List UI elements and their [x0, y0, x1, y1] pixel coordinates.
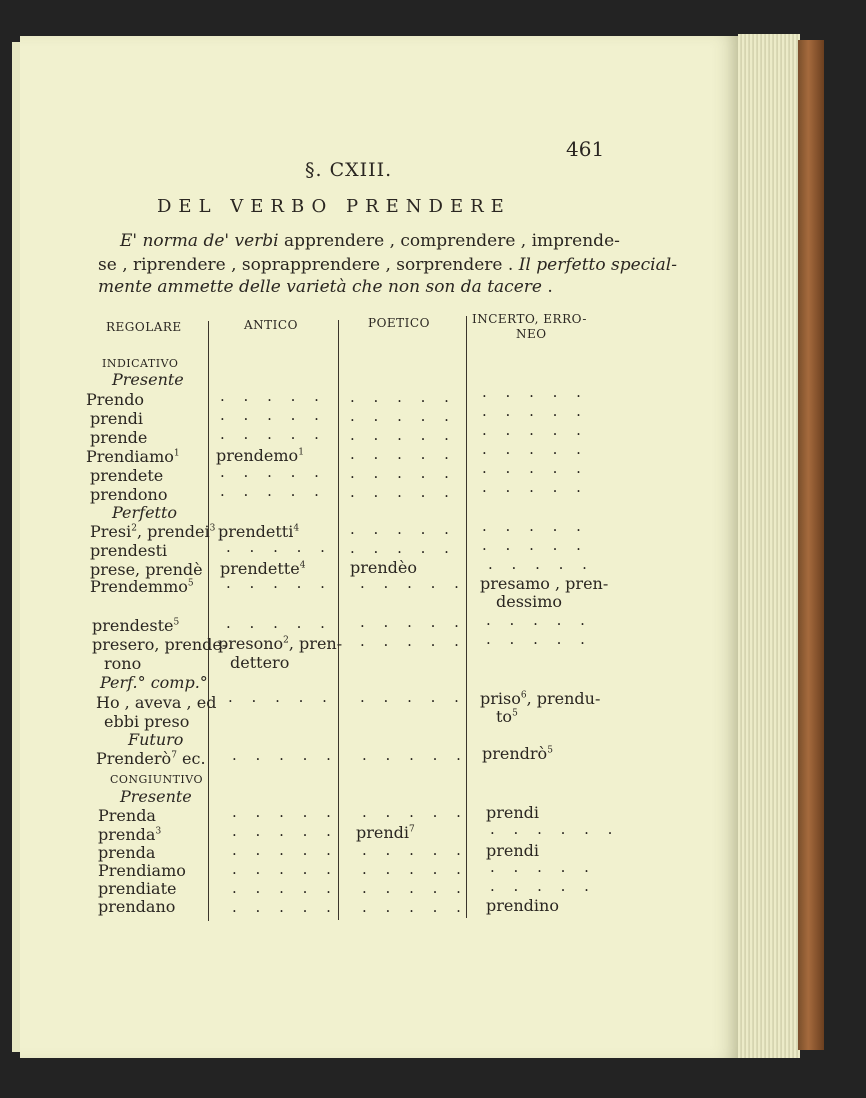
column-rule-1: [208, 321, 209, 921]
form-ebbi-preso: ebbi preso: [104, 712, 190, 731]
tense-presente: Presente: [112, 370, 184, 389]
dots: . . . . .: [220, 406, 326, 424]
antico-prendettero: dettero: [230, 653, 290, 672]
form-prendono: prendono: [90, 485, 168, 504]
book-cover-edge: [798, 40, 824, 1050]
dots: . . . . .: [482, 478, 588, 496]
form-prendiate: prendiate: [98, 879, 177, 898]
dots: . . . . . .: [490, 820, 620, 838]
dots: . . . . .: [220, 425, 326, 443]
form-presi: Presi$^2$, prendei$^3$: [90, 522, 216, 541]
dots: . . . . .: [482, 459, 588, 477]
dots: . . . . .: [226, 538, 332, 556]
form-prendiamo: Prendiamo$^1$: [86, 447, 180, 466]
dots: . . . . .: [362, 746, 468, 764]
header-incerto: INCERTO, ERRO-: [472, 312, 587, 326]
dots: . . . . .: [232, 803, 338, 821]
tense-futuro: Futuro: [128, 730, 184, 749]
header-antico: ANTICO: [244, 318, 298, 332]
incerto-presamo: presamo , pren-: [480, 574, 609, 593]
incerto-prendro: prendrò$^5$: [482, 744, 553, 763]
incerto-prendino: prendino: [486, 896, 559, 915]
antico-presono: presono$^2$, pren-: [218, 634, 343, 653]
chapter-title: DEL VERBO PRENDERE: [157, 196, 511, 217]
tense-perfetto-composto: Perf.° comp.°: [100, 673, 208, 692]
dots: . . . . .: [486, 611, 592, 629]
dots: . . . . .: [220, 387, 326, 405]
dots: . . . . .: [228, 688, 334, 706]
poetico-prendeo: prendèo: [350, 558, 418, 577]
dots: . . . . .: [362, 898, 468, 916]
intro-line-1: E' norma de' verbi apprendere , comprendere , imprende-: [120, 231, 620, 251]
section-number: §. CXIII.: [305, 159, 393, 181]
dots: . . . . .: [490, 858, 596, 876]
form-prendiamo-cong: Prendiamo: [98, 861, 186, 880]
form-prendi: prendi: [90, 409, 144, 428]
dots: . . . . .: [490, 877, 596, 895]
header-regolare: REGOLARE: [106, 320, 182, 334]
form-prendeste: prendeste$^5$: [92, 616, 180, 635]
dots: . . . . .: [350, 407, 456, 425]
form-prese: prese, prendè: [90, 560, 203, 579]
dots: . . . . .: [360, 613, 466, 631]
column-rule-2: [338, 320, 339, 920]
mood-congiuntivo: CONGIUNTIVO: [110, 773, 204, 786]
form-ho-aveva: Ho , aveva , ed: [96, 693, 217, 712]
dots: . . . . .: [220, 482, 326, 500]
antico-prendette: prendette$^4$: [220, 559, 306, 578]
dots: . . . . .: [482, 421, 588, 439]
form-prenda-3: prenda: [98, 843, 156, 862]
dots: . . . . .: [232, 898, 338, 916]
dots: . . . . .: [220, 463, 326, 481]
form-presero: presero, prende-: [92, 635, 228, 654]
column-rule-3: [466, 316, 467, 918]
form-prenda-2: prenda$^3$: [98, 825, 162, 844]
incerto-prendessimo: dessimo: [496, 592, 563, 611]
dots: . . . . .: [232, 822, 338, 840]
dots: . . . . .: [362, 841, 468, 859]
intro-line-3: mente ammette delle varietà che non son da tacere .: [98, 277, 553, 297]
dots: . . . . .: [350, 483, 456, 501]
antico-prendemo: prendemo$^1$: [216, 446, 304, 465]
dots: . . . . .: [350, 539, 456, 557]
dots: . . . . .: [362, 879, 468, 897]
dots: . . . . .: [350, 445, 456, 463]
dots: . . . . .: [482, 440, 588, 458]
incerto-prenduto: $to^5$: [496, 707, 518, 726]
dots: . . . . .: [360, 574, 466, 592]
poetico-prendi: prendi$^7$: [356, 823, 415, 842]
dots: . . . . .: [360, 632, 466, 650]
dots: . . . . .: [350, 388, 456, 406]
incerto-prendi-1: prendi: [486, 803, 540, 822]
page-number: 461: [566, 137, 605, 161]
dots: . . . . .: [232, 746, 338, 764]
incerto-priso: priso$^6$, prendu-: [480, 689, 601, 708]
incerto-prendi-2: prendi: [486, 841, 540, 860]
tense-presente-congiuntivo: Presente: [120, 787, 192, 806]
page-edges: [738, 34, 800, 1058]
intro-line-2: se , riprendere , soprapprendere , sorprendere . Il perfetto special-: [98, 255, 677, 275]
dots: . . . . .: [360, 688, 466, 706]
dots: . . . . .: [232, 841, 338, 859]
header-erroneo: NEO: [516, 327, 547, 341]
dots: . . . . .: [350, 426, 456, 444]
dots: . . . . .: [232, 860, 338, 878]
tense-perfetto: Perfetto: [112, 503, 178, 522]
dots: . . . . .: [226, 574, 332, 592]
form-prendemmo: Prendemmo$^5$: [90, 577, 194, 596]
form-prendesti: prendesti: [90, 541, 168, 560]
form-prenda-1: Prenda: [98, 806, 156, 825]
form-prendete: prendete: [90, 466, 164, 485]
dots: . . . . .: [488, 555, 594, 573]
form-prendero: Prenderò$^7$ ec.: [96, 749, 206, 768]
mood-indicativo: INDICATIVO: [102, 357, 179, 370]
dots: . . . . .: [486, 630, 592, 648]
form-prende: prende: [90, 428, 148, 447]
book: [12, 34, 824, 1062]
dots: . . . . .: [482, 402, 588, 420]
dots: . . . . .: [232, 879, 338, 897]
dots: . . . . .: [350, 464, 456, 482]
dots: . . . . .: [482, 517, 588, 535]
dots: . . . . .: [350, 520, 456, 538]
dots: . . . . .: [226, 614, 332, 632]
dots: . . . . .: [362, 860, 468, 878]
header-poetico: POETICO: [368, 316, 430, 330]
antico-prendetti: prendetti$^4$: [218, 522, 300, 541]
form-prendano: prendano: [98, 897, 176, 916]
page: [20, 36, 740, 1058]
dots: . . . . .: [482, 383, 588, 401]
form-prendo: Prendo: [86, 390, 145, 409]
dots: . . . . .: [362, 803, 468, 821]
form-prenderono: rono: [104, 654, 142, 673]
dots: . . . . .: [482, 536, 588, 554]
